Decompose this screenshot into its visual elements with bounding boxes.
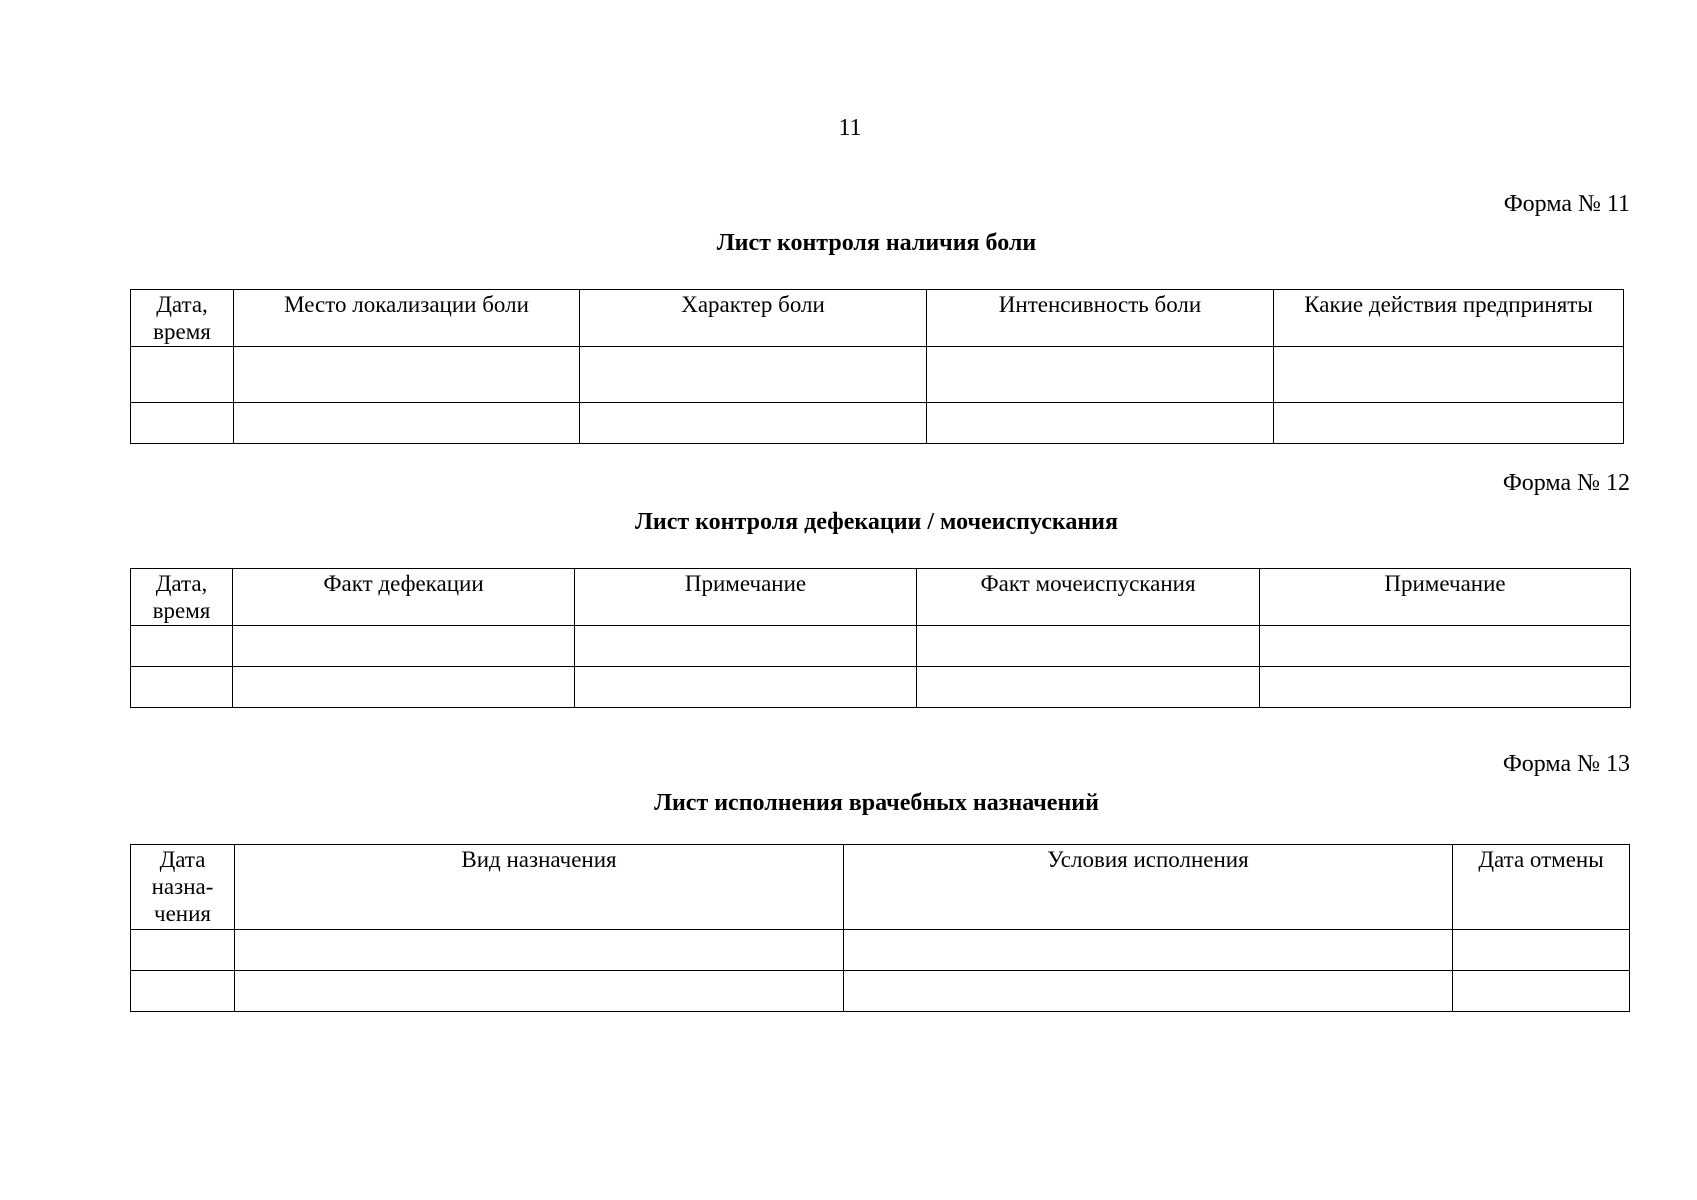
table-cell[interactable] [233,626,575,667]
table-row [131,347,1624,403]
column-header-pain-location: Место локализации боли [234,290,580,347]
table-row [131,403,1624,444]
column-header-note: Примечание [1260,569,1631,626]
column-header-date-time: Дата, время [131,569,233,626]
table-cell[interactable] [844,971,1453,1012]
table-cell[interactable] [131,626,233,667]
form-13-label: Форма № 13 [1502,751,1630,777]
table-cell[interactable] [235,930,844,971]
column-header-urination-fact: Факт мочеиспускания [917,569,1260,626]
table-cell[interactable] [131,403,234,444]
table-cell[interactable] [580,347,927,403]
table-cell[interactable] [234,347,580,403]
table-cell[interactable] [580,403,927,444]
medical-prescriptions-table [130,844,1630,1012]
pain-control-table [130,289,1624,444]
column-header-prescription-type: Вид назначения [235,845,844,930]
column-header-actions-taken: Какие действия предприняты [1274,290,1624,347]
table-cell[interactable] [844,930,1453,971]
table-row [131,626,1631,667]
table-cell[interactable] [575,626,917,667]
table-cell[interactable] [234,403,580,444]
form-11-title: Лист контроля наличия боли [716,230,1037,256]
column-header-cancellation-date: Дата отмены [1453,845,1630,930]
column-header-execution-conditions: Условия исполнения [844,845,1453,930]
form-12-label: Форма № 12 [1502,470,1630,496]
form-11-label: Форма № 11 [1503,191,1630,217]
table-cell[interactable] [131,667,233,708]
column-header-prescription-date: Дата назна-чения [131,845,235,930]
table-cell[interactable] [927,403,1274,444]
table-cell[interactable] [131,930,235,971]
table-cell[interactable] [917,667,1260,708]
table-cell[interactable] [1274,347,1624,403]
table-cell[interactable] [1453,971,1630,1012]
table-header-row [131,845,1630,930]
table-header-row [131,569,1631,626]
table-cell[interactable] [131,347,234,403]
form-12-title: Лист контроля дефекации / мочеиспускания [635,509,1118,535]
column-header-note: Примечание [575,569,917,626]
column-header-pain-intensity: Интенсивность боли [927,290,1274,347]
table-cell[interactable] [233,667,575,708]
defecation-urination-table [130,568,1631,708]
table-row [131,667,1631,708]
table-cell[interactable] [1260,667,1631,708]
table-cell[interactable] [1453,930,1630,971]
page-number: 11 [838,115,862,141]
table-cell[interactable] [131,971,235,1012]
table-cell[interactable] [235,971,844,1012]
table-cell[interactable] [917,626,1260,667]
table-cell[interactable] [927,347,1274,403]
table-header-row [131,290,1624,347]
column-header-date-time: Дата, время [131,290,234,347]
column-header-defecation-fact: Факт дефекации [233,569,575,626]
form-13-title: Лист исполнения врачебных назначений [654,790,1099,816]
table-cell[interactable] [1260,626,1631,667]
table-cell[interactable] [1274,403,1624,444]
table-row [131,971,1630,1012]
column-header-pain-character: Характер боли [580,290,927,347]
table-cell[interactable] [575,667,917,708]
table-row [131,930,1630,971]
